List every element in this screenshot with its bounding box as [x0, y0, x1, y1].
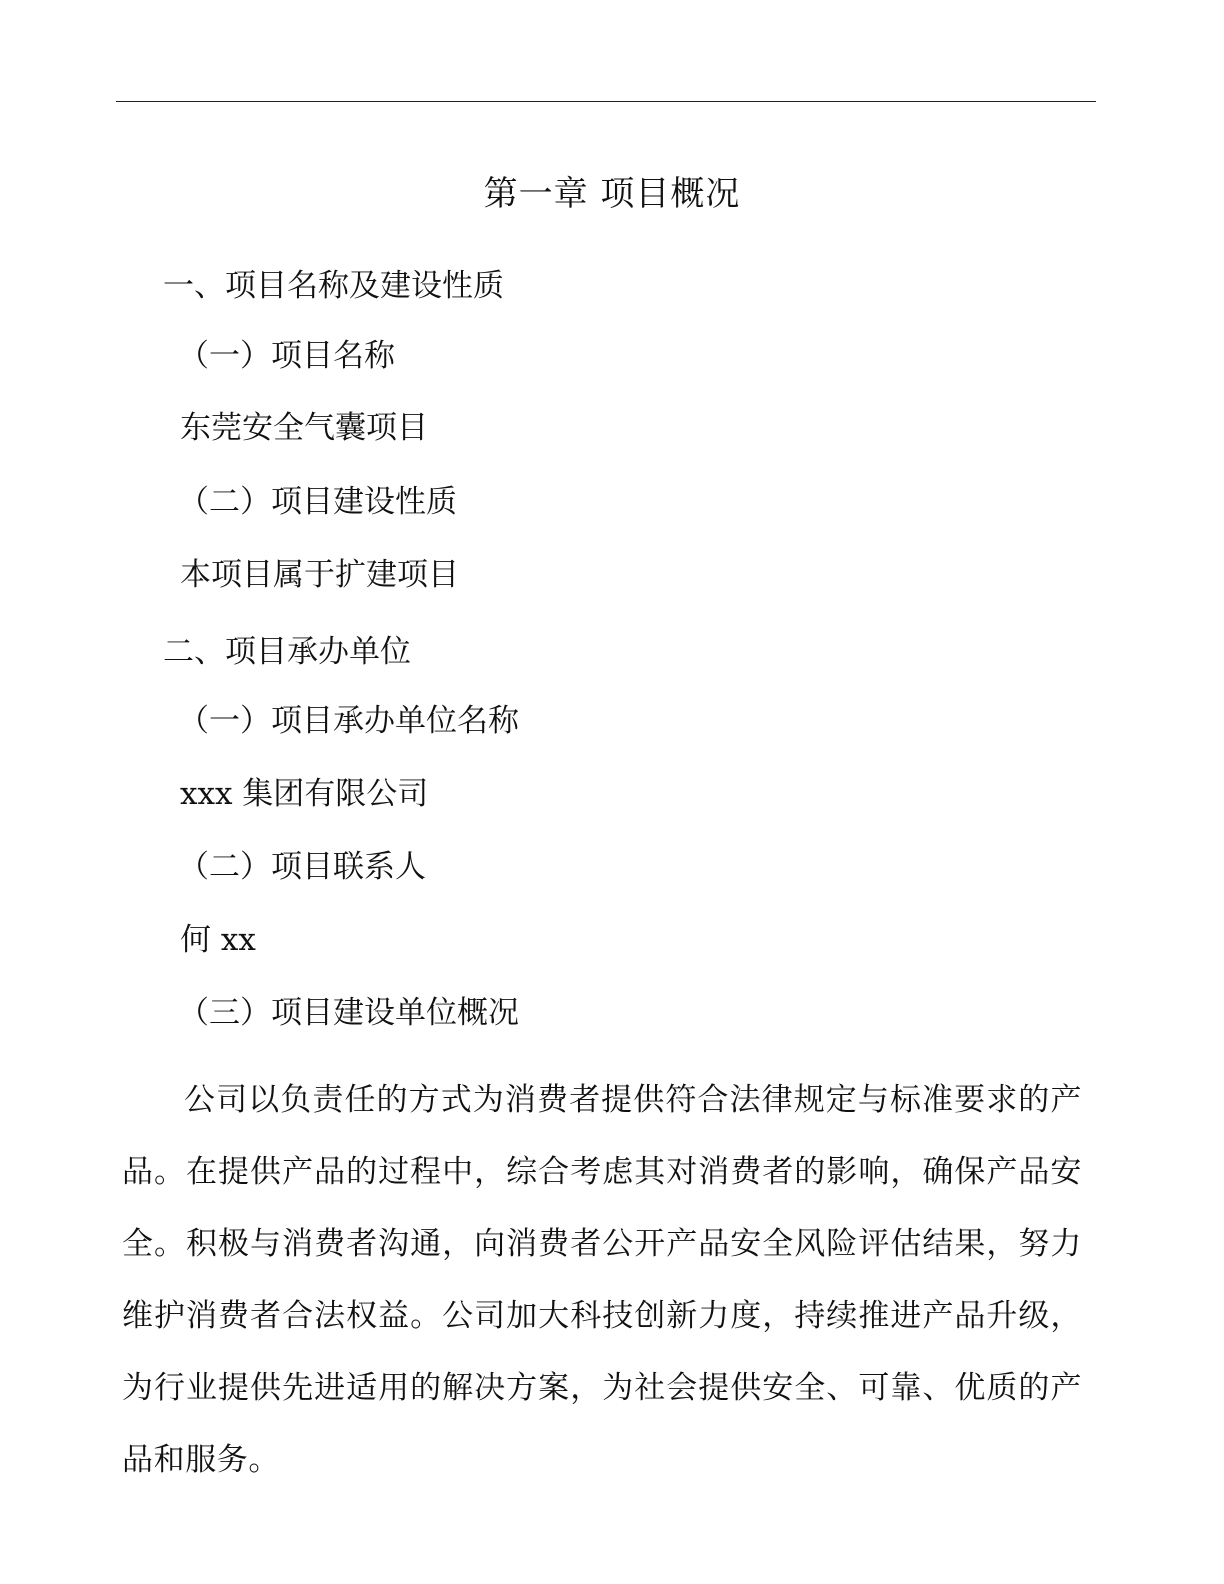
subheading-unit-overview: （三）项目建设单位概况 [178, 995, 519, 1031]
subheading-project-name: （一）项目名称 [178, 338, 395, 374]
subheading-construction-nature: （二）项目建设性质 [178, 484, 457, 520]
construction-nature-value: 本项目属于扩建项目 [180, 557, 459, 593]
contact-person-value: 何 xx [180, 922, 256, 958]
subheading-unit-name: （一）项目承办单位名称 [178, 703, 519, 739]
section-heading-undertaking-unit: 二、项目承办单位 [163, 634, 411, 670]
header-rule [116, 101, 1096, 102]
project-name-value: 东莞安全气囊项目 [180, 410, 428, 446]
chapter-title: 第一章 项目概况 [483, 174, 741, 214]
unit-name-value: xxx 集团有限公司 [180, 776, 429, 812]
unit-overview-paragraph: 公司以负责任的方式为消费者提供符合法律规定与标准要求的产品。在提供产品的过程中，综合考虑其对消费者的影响，确保产品安全。积极与消费者沟通，向消费者公开产品安全风险评估结果，努力维护消费者合法权益。公司加大科技创新力度，持续推进产品升级，为行业提供先进适用的解决方案，为社会提供安全、可靠、优质的产品和服务。 [122, 1082, 1082, 1478]
subheading-contact-person: （二）项目联系人 [178, 849, 426, 885]
section-heading-project-name: 一、项目名称及建设性质 [163, 268, 504, 304]
